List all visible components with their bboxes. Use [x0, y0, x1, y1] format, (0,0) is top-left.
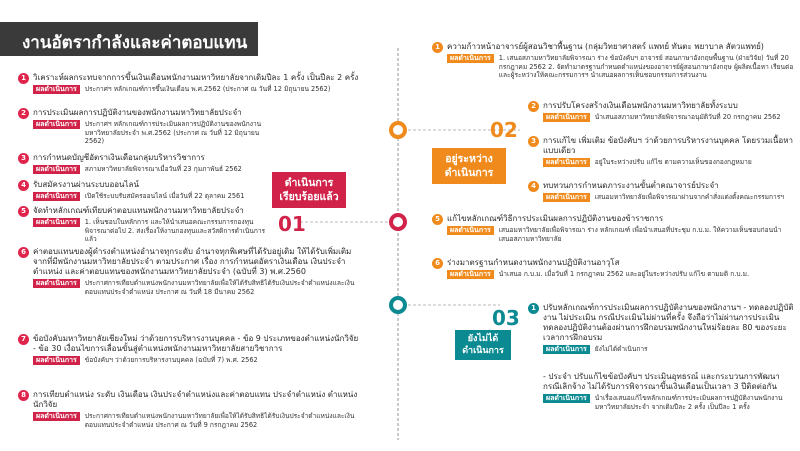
in-progress-item-1-title: ความก้าวหน้าอาจารย์ผู้สอนวิชาพื้นฐาน (กลุ่มวิทยาศาสตร์ แพทย์ ทันตะ พยาบาล สัตวแพทย์) — [447, 42, 764, 51]
in-progress-item-6-number: 6 — [432, 258, 443, 269]
done-item-6-title: ค่าตอบแทนของผู้ดำรงตำแหน่งอำนาจทุกระดับ อำนาจทุกพิเศษที่ได้รับอยู่เดิม ให้ได้รับเพิ่มเติมจากที่มีพนักงานมหาวิทยาลัยประจำ ตามประกาศ เรื่อง การกำหนดอัตราเงินเดือน เงินประจำตำแหน่ง และค่าตอบแทนของพนักงานมหาวิทยาลัยประจำ (ฉบับที่ 3) พ.ศ.2560 — [33, 247, 352, 276]
done-item-7 — [18, 334, 363, 365]
pending-item-1-result: ยังไม่ได้ดำเนินการ — [594, 345, 648, 353]
done-item-7-title: ข้อบังคับมหาวิทยาลัยเชียงใหม่ ว่าด้วยการบริหารงานบุคคล - ข้อ 9 ประเภทของตำแหน่งนักวิจัย - ข้อ 30 เงื่อนไขการเลื่อนขั้นสู่ตำแหน่งพนักงานมหาวิทยาลัยสายวิชาการ — [33, 334, 359, 353]
pending-item-1-title: ปรับหลักเกณฑ์การประเมินผลการปฏิบัติงานของพนักงานฯ - ทดลองปฏิบัติงาน ไม่ประเมิน กรณีประเมินไม่ผ่านที่ครั้ง จึงถือว่าไม่ผ่านการประเมินทดลองปฏิบัติงานต้องผ่านการฝึกอบรมพนักงานใหม่ร้อยละ 80 ของระยะเวลาการฝึกอบรม — [543, 303, 794, 342]
group-done-number: 01 — [278, 212, 306, 236]
done-item-2-tag: ผลดำเนินการ — [33, 120, 80, 129]
done-item-8-title: การเทียบตำแหน่ง ระดับ เงินเดือน เงินประจำตำแหน่งและค่าตอบแทน ประจำตำแหน่ง ตำแหน่งนักวิจัย — [33, 390, 358, 409]
done-item-4-title: รับสมัครงานผ่านระบบออนไลน์ — [33, 180, 139, 189]
pending-item-2 — [528, 372, 794, 411]
in-progress-item-4-tag: ผลดำเนินการ — [543, 193, 590, 202]
in-progress-item-4-title: ทบทวนการกำหนดภาระงานขั้นต่ำคณาจารย์ประจำ — [543, 181, 719, 190]
done-item-6 — [18, 247, 363, 296]
done-item-1-tag: ผลดำเนินการ — [33, 85, 80, 94]
group-done-label-2: เรียบร้อยแล้ว — [279, 191, 339, 203]
done-item-8-result: ประกาศการเทียบตำแหน่งพนักงานมหาวิทยาลัยเพื่อให้ได้รับสิทธิได้รับเงินประจำตำแหน่งและเงินตอบแทนประจำตำแหน่ง ประกาศ ณ วันที่ 9 กรกฎาคม 2562 — [84, 412, 355, 429]
done-item-3 — [18, 153, 280, 174]
done-item-3-number: 3 — [18, 153, 29, 164]
done-item-7-number: 7 — [18, 334, 29, 345]
node-02 — [391, 123, 405, 137]
in-progress-item-6 — [432, 258, 794, 279]
done-item-4 — [18, 180, 280, 201]
done-item-4-tag: ผลดำเนินการ — [33, 192, 80, 201]
done-item-6-result: ประกาศการเทียบตำแหน่งพนักงานมหาวิทยาลัยเพื่อให้ได้รับสิทธิได้รับเงินประจำตำแหน่งและเงินตอบแทนประจำตำแหน่ง ประกาศ ณ วันที่ 18 มีนาคม 2562 — [84, 279, 355, 296]
group-done-badge — [272, 172, 346, 208]
done-item-5-number: 5 — [18, 206, 29, 217]
in-progress-item-1 — [432, 42, 794, 80]
in-progress-item-3 — [528, 136, 794, 167]
group-pending-label-2: ดำเนินการ — [462, 346, 504, 356]
done-item-5-tag: ผลดำเนินการ — [33, 218, 80, 227]
in-progress-item-1-result: 1. เสนอสภามหาวิทยาลัยพิจารณา ร่าง ข้อบังคับฯ อาจารย์ สอนภาษาอังกฤษพื้นฐาน (ฝ่ายวิจัย) วันที่ 20 กรกฎาคม 2562 2. จัดทำมาตรฐานกำหนดตำแหน่งของอาจารย์ผู้สอนภาษาอังกฤษ ผู้ผลิตเนื้อหา เรียนต่อ และผู้ระหว่างให้คณะกรรมการฯ นำเสนอผลการเห็นชอบกรรมการส่วนงาน — [498, 54, 794, 79]
done-item-5-title: จัดทำหลักเกณฑ์เทียบค่าตอบแทนพนักงานมหาวิทยาลัยประจำ — [33, 206, 244, 215]
node-03 — [391, 298, 405, 312]
in-progress-item-2-title: การปรับโครงสร้างเงินเดือนพนักงานมหาวิทยาลัยทั้งระบบ — [543, 101, 738, 110]
done-item-3-result: สภามหาวิทยาลัยพิจารณาเมื่อวันที่ 23 กุมภาพันธ์ 2562 — [84, 165, 242, 173]
done-item-3-title: การกำหนดบัญชีอัตราเงินเดือนกลุ่มบริหารวิชาการ — [33, 153, 205, 162]
in-progress-item-6-tag: ผลดำเนินการ — [447, 270, 494, 279]
in-progress-item-2-tag: ผลดำเนินการ — [543, 113, 590, 122]
done-item-1-title: วิเคราะห์ผลกระทบจากการขึ้นเงินเดือนพนักงานมหาวิทยาลัยจากเดิมปีละ 1 ครั้ง เป็นปีละ 2 ครั้ง — [33, 73, 359, 82]
in-progress-item-5-title: แก้ไขหลักเกณฑ์วิธีการประเมินผลการปฏิบัติงานของข้าราชการ — [447, 214, 664, 223]
group-done-label-1: ดำเนินการ — [284, 177, 334, 189]
done-item-4-number: 4 — [18, 180, 29, 191]
in-progress-item-3-tag: ผลดำเนินการ — [543, 158, 590, 167]
in-progress-item-4-number: 4 — [528, 181, 539, 192]
pending-item-1-number: 1 — [528, 303, 539, 314]
in-progress-item-3-title: การแก้ไข เพิ่มเติม ข้อบังคับฯ ว่าด้วยการบริหารงานบุคคล โดยรวมเนื้อหาแบบเดียว — [543, 136, 793, 155]
done-item-4-result: เปิดใช้ระบบรับสมัครออนไลน์ เมื่อวันที่ 22 ตุลาคม 2561 — [84, 192, 245, 200]
node-01 — [391, 215, 405, 229]
group-in-progress-badge — [432, 148, 506, 184]
group-in-progress-label-2: ดำเนินการ — [444, 167, 494, 179]
pending-item-2-result: นำเรื่องเสนอแก้ไขหลักเกณฑ์การประเมินผลการปฏิบัติงานพนักงานมหาวิทยาลัยประจำ จากเดิมปีละ 2 ครั้ง เป็นปีละ 1 ครั้ง — [594, 394, 783, 411]
in-progress-item-5 — [432, 214, 794, 243]
in-progress-item-4 — [528, 181, 794, 202]
done-item-1-number: 1 — [18, 73, 29, 84]
in-progress-item-2-result: นำเสนอสภามหาวิทยาลัยพิจารณาอนุมัติวันที่ 20 กรกฎาคม 2562 — [594, 113, 781, 121]
pending-item-1-tag: ผลดำเนินการ — [543, 345, 590, 354]
pending-item-2-tag: ผลดำเนินการ — [543, 394, 590, 403]
done-item-3-tag: ผลดำเนินการ — [33, 165, 80, 174]
in-progress-item-3-result: อยู่ในระหว่างปรับ แก้ไข ตามความเห็นของกองกฎหมาย — [594, 158, 752, 166]
done-item-6-tag: ผลดำเนินการ — [33, 279, 80, 288]
done-item-5-result: 1. เห็นชอบในหลักการ และให้นำเสนอคณะกรรมการกองทุนพิจารณาต่อไป 2. ส่งเรื่องให้งานกองทุนและสวัสดิการดำเนินการแล้ว — [84, 218, 266, 243]
done-item-8 — [18, 390, 363, 429]
in-progress-item-5-number: 5 — [432, 214, 443, 225]
group-pending-badge — [455, 330, 511, 360]
page-title: งานอัตรากำลังและค่าตอบแทน — [0, 22, 258, 56]
in-progress-item-6-title: ร่างมาตรฐานกำหนดงานพนักงานปฏิบัติงานอาวุโส — [447, 258, 620, 267]
in-progress-item-6-result: นำเสนอ ก.บ.ม. เมื่อวันที่ 1 กรกฎาคม 2562 และอยู่ในระหว่างปรับ แก้ไข ตามมติ ก.บ.ม. — [498, 270, 750, 278]
group-in-progress-label-1: อยู่ระหว่าง — [445, 153, 493, 165]
group-in-progress-number: 02 — [490, 118, 518, 142]
pending-item-1 — [528, 303, 794, 354]
done-item-6-number: 6 — [18, 247, 29, 258]
in-progress-item-5-tag: ผลดำเนินการ — [447, 226, 494, 235]
group-pending-label-1: ยังไม่ได้ — [467, 334, 499, 344]
done-item-2 — [18, 108, 280, 146]
done-item-8-tag: ผลดำเนินการ — [33, 412, 80, 421]
group-pending-number: 03 — [492, 306, 520, 330]
done-item-7-tag: ผลดำเนินการ — [33, 356, 80, 365]
done-item-2-number: 2 — [18, 108, 29, 119]
done-item-7-result: ข้อบังคับฯ ว่าด้วยการบริหารงานบุคคล (ฉบับที่ 7) พ.ศ. 2562 — [84, 356, 258, 364]
pending-item-2-title: - ประจำ ปรับแก้ไขข้อบังคับฯ ประเมินอุทธรณ์ และกระบวนการพัฒนากรณีเลิกจ้าง ไม่ได้รับการพิจารณาขึ้นเงินเดือนเป็นเวลา 3 ปีติดต่อกัน — [543, 372, 780, 391]
in-progress-item-1-tag: ผลดำเนินการ — [447, 54, 494, 63]
in-progress-item-2-number: 2 — [528, 101, 539, 112]
done-item-5 — [18, 206, 273, 244]
in-progress-item-5-result: เสนอมหาวิทยาลัยเพื่อพิจารณา ร่าง หลักเกณฑ์ เพื่อนำเสนอที่ประชุม ก.บ.ม. ให้ความเห็นชอบก่อนนำเสนอสภามหาวิทยาลัย — [498, 226, 782, 243]
in-progress-item-3-number: 3 — [528, 136, 539, 147]
done-item-1-result: ประกาศฯ หลักเกณฑ์การขึ้นเงินเดือน พ.ศ.2562 (ประกาศ ณ วันที่ 12 มิถุนายน 2562) — [84, 85, 331, 93]
in-progress-item-4-result: เสนอมหาวิทยาลัยเพื่อพิจารณาผ่านจากคำสั่งแต่งตั้งคณะกรรมการฯ — [594, 193, 784, 201]
done-item-2-title: การประเมินผลการปฏิบัติงานของพนักงานมหาวิทยาลัยประจำ — [33, 108, 242, 117]
done-item-8-number: 8 — [18, 390, 29, 401]
in-progress-item-1-number: 1 — [432, 42, 443, 53]
done-item-1 — [18, 73, 363, 94]
done-item-2-result: ประกาศฯ หลักเกณฑ์การประเมินผลการปฏิบัติงานของพนักงานมหาวิทยาลัยประจำ พ.ศ.2562 (ประกาศ ณ วันที่ 12 มิถุนายน 2562) — [84, 120, 262, 145]
in-progress-item-2 — [528, 101, 794, 122]
